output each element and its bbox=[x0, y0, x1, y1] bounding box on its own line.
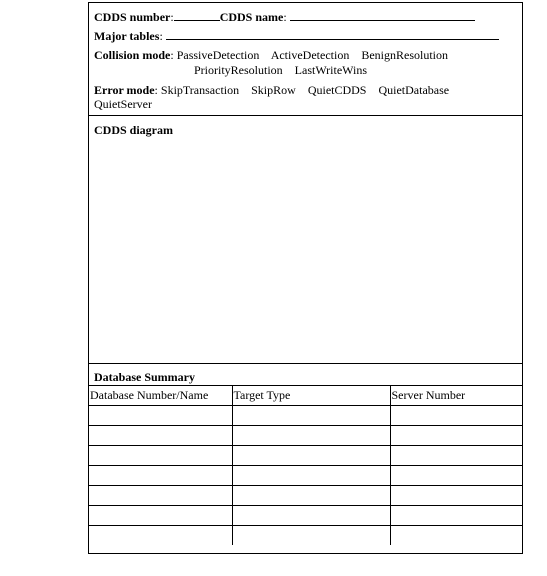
table-cell[interactable] bbox=[390, 526, 522, 546]
column-header-server-number: Server Number bbox=[390, 386, 522, 406]
collision-mode-label: Collision mode bbox=[94, 48, 171, 62]
table-row bbox=[89, 486, 522, 506]
major-tables-field[interactable] bbox=[166, 28, 499, 40]
cdds-name-field[interactable] bbox=[290, 9, 475, 21]
error-mode-line-2 bbox=[94, 97, 152, 111]
cdds-number-label: CDDS number bbox=[94, 10, 171, 24]
table-cell[interactable] bbox=[390, 486, 522, 506]
error-option-quiet-server[interactable]: QuietServer bbox=[94, 97, 152, 111]
table-cell[interactable] bbox=[232, 506, 390, 526]
cdds-form bbox=[88, 2, 523, 554]
collision-mode-line-2 bbox=[194, 63, 367, 77]
cdds-name-label: CDDS name bbox=[219, 10, 284, 24]
cdds-header-section bbox=[89, 3, 522, 116]
cdds-number-name-line: CDDS number: CDDS name: bbox=[94, 9, 475, 24]
table-row bbox=[89, 426, 522, 446]
table-header-row bbox=[89, 386, 522, 406]
cdds-diagram-area[interactable] bbox=[89, 116, 522, 364]
error-option-skip-transaction[interactable]: SkipTransaction bbox=[160, 83, 240, 97]
table-cell[interactable] bbox=[89, 446, 232, 466]
table-cell[interactable] bbox=[390, 466, 522, 486]
table-cell[interactable] bbox=[390, 506, 522, 526]
cdds-number-field[interactable] bbox=[174, 9, 220, 21]
table-cell[interactable] bbox=[390, 426, 522, 446]
cdds-diagram-title: CDDS diagram bbox=[94, 123, 174, 137]
column-header-target-type: Target Type bbox=[232, 386, 390, 406]
database-summary-table bbox=[89, 385, 522, 545]
table-row bbox=[89, 406, 522, 426]
table-cell[interactable] bbox=[89, 406, 232, 426]
major-tables-line: Major tables: bbox=[94, 28, 499, 43]
table-cell[interactable] bbox=[232, 406, 390, 426]
database-summary-title: Database Summary bbox=[94, 370, 195, 384]
table-cell[interactable] bbox=[232, 446, 390, 466]
collision-option-benign-resolution[interactable]: BenignResolution bbox=[361, 48, 448, 62]
error-option-quiet-cdds[interactable]: QuietCDDS bbox=[307, 83, 367, 97]
table-row bbox=[89, 466, 522, 486]
collision-option-passive-detection[interactable]: PassiveDetection bbox=[176, 48, 260, 62]
table-row bbox=[89, 506, 522, 526]
collision-mode-line: Collision mode: PassiveDetection ActiveDetection BenignResolution bbox=[94, 48, 448, 62]
table-cell[interactable] bbox=[89, 506, 232, 526]
table-cell[interactable] bbox=[89, 526, 232, 546]
major-tables-label: Major tables bbox=[94, 29, 160, 43]
table-row bbox=[89, 526, 522, 546]
column-header-database: Database Number/Name bbox=[89, 386, 232, 406]
error-mode-label: Error mode bbox=[94, 83, 155, 97]
collision-option-priority-resolution[interactable]: PriorityResolution bbox=[194, 63, 283, 77]
table-cell[interactable] bbox=[232, 526, 390, 546]
collision-option-last-write-wins[interactable]: LastWriteWins bbox=[294, 63, 368, 77]
table-cell[interactable] bbox=[232, 486, 390, 506]
table-cell[interactable] bbox=[232, 426, 390, 446]
table-cell[interactable] bbox=[232, 466, 390, 486]
table-cell[interactable] bbox=[390, 446, 522, 466]
table-cell[interactable] bbox=[89, 486, 232, 506]
table-cell[interactable] bbox=[89, 466, 232, 486]
error-mode-line: Error mode: SkipTransaction SkipRow QuietCDDS QuietDatabase bbox=[94, 83, 450, 97]
error-option-quiet-database[interactable]: QuietDatabase bbox=[378, 83, 450, 97]
table-cell[interactable] bbox=[390, 406, 522, 426]
table-cell[interactable] bbox=[89, 426, 232, 446]
error-option-skip-row[interactable]: SkipRow bbox=[251, 83, 296, 97]
table-row bbox=[89, 446, 522, 466]
collision-option-active-detection[interactable]: ActiveDetection bbox=[270, 48, 350, 62]
